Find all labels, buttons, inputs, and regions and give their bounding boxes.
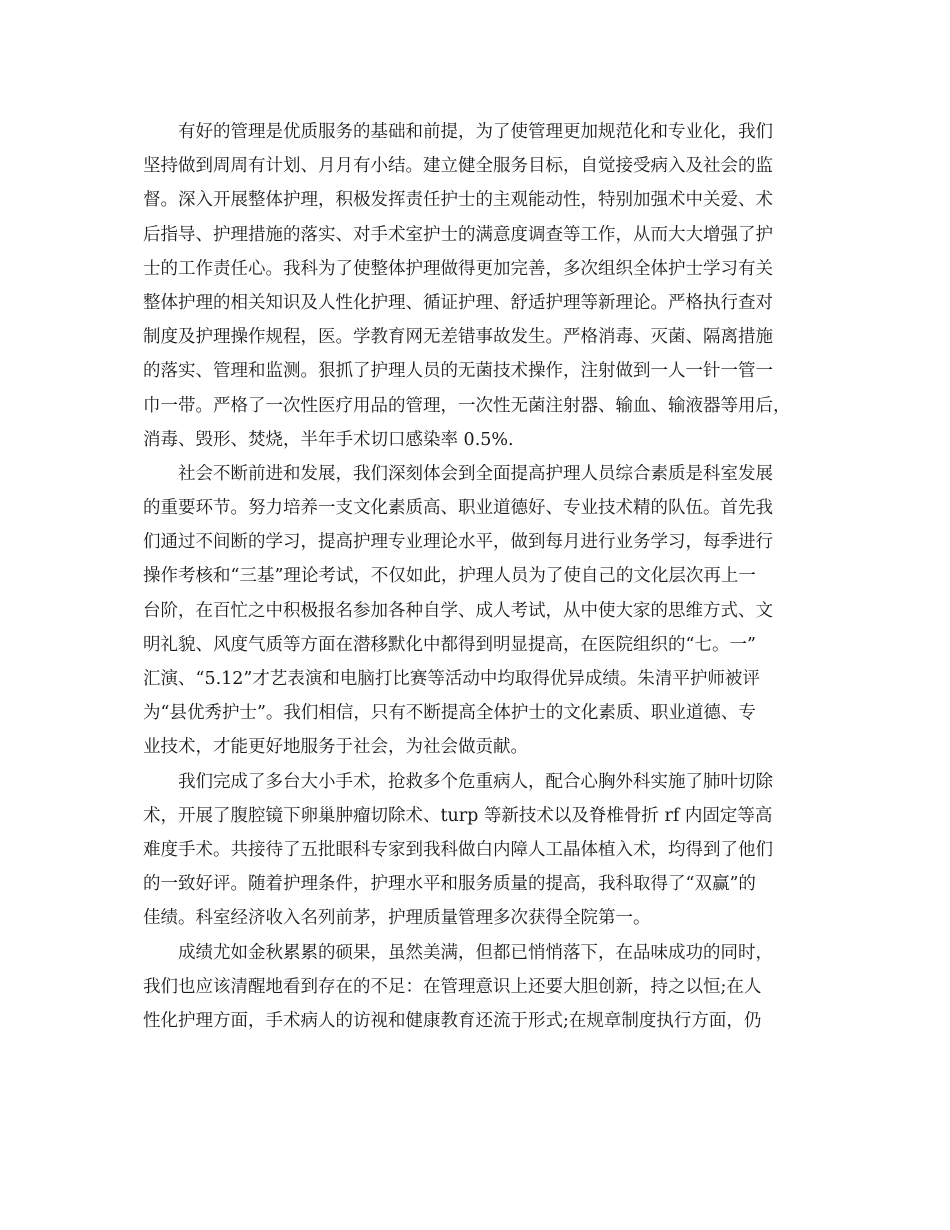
text-line: 明礼貌、风度气质等方面在潜移默化中都得到明显提高，在医院组织的“七。一” [143,634,756,655]
text-line: 后指导、护理措施的落实、对手术室护士的满意度调查等工作，从而大大增强了护 [143,224,773,245]
text-line: 成绩尤如金秋累累的硕果，虽然美满，但都已悄悄落下，在品味成功的同时， [178,942,773,963]
text-line: 制度及护理操作规程，医。学教育网无差错事故发生。严格消毒、灭菌、隔离措施 [143,327,773,348]
paragraph-management [143,115,823,457]
text-line: 消毒、毁形、焚烧，半年手术切口感染率 0.5%. [143,429,514,450]
text-line: 巾一带。严格了一次性医疗用品的管理，一次性无菌注射器、输血、输液器等用后， [143,395,791,416]
text-line: 业技术，才能更好地服务于社会，为社会做贡献。 [143,737,528,758]
text-line: 我们也应该清醒地看到存在的不足：在管理意识上还要大胆创新，持之以恒;在人 [143,976,762,997]
text-line: 操作考核和“三基”理论考试，不仅如此，护理人员为了使自己的文化层次再上一 [143,566,756,587]
paragraph-staff-quality [143,457,823,765]
text-line: 性化护理方面，手术病人的访视和健康教育还流于形式;在规章制度执行方面，仍 [143,1010,762,1031]
text-line: 难度手术。共接待了五批眼科专家到我科做白内障人工晶体植入术，均得到了他们 [143,839,773,860]
paragraph-shortcomings [143,936,823,1039]
text-line: 我们完成了多台大小手术，抢救多个危重病人，配合心胸外科实施了肺叶切除 [178,771,773,792]
text-line: 汇演、“5.12”才艺表演和电脑打比赛等活动中均取得优异成绩。朱清平护师被评 [143,669,760,689]
text-line: 督。深入开展整体护理，积极发挥责任护士的主观能动性，特别加强术中关爱、术 [143,190,773,211]
text-line: 整体护理的相关知识及人性化护理、循证护理、舒适护理等新理论。严格执行查对 [143,292,773,313]
text-line: 佳绩。科室经济收入名列前茅，护理质量管理多次获得全院第一。 [143,908,651,929]
text-line: 为“县优秀护士”。我们相信，只有不断提高全体护士的文化素质、职业道德、专 [143,703,756,724]
text-line: 的一致好评。随着护理条件，护理水平和服务质量的提高，我科取得了“双赢”的 [143,874,756,895]
text-line: 坚持做到周周有计划、月月有小结。建立健全服务目标，自觉接受病入及社会的监 [143,156,773,177]
text-line: 有好的管理是优质服务的基础和前提，为了使管理更加规范化和专业化，我们 [178,122,773,142]
text-line: 台阶，在百忙之中积极报名参加各种自学、成人考试，从中使大家的思维方式、文 [143,600,773,621]
text-line: 士的工作责任心。我科为了使整体护理做得更加完善，多次组织全体护士学习有关 [143,258,773,279]
document-body [143,115,823,1038]
text-line: 们通过不间断的学习，提高护理专业理论水平，做到每月进行业务学习，每季进行 [143,532,773,553]
paragraph-surgeries [143,765,823,936]
text-line: 的重要环节。努力培养一支文化素质高、职业道德好、专业技术精的队伍。首先我 [143,498,773,519]
text-line: 术，开展了腹腔镜下卵巢肿瘤切除术、turp 等新技术以及脊椎骨折 rf 内固定等高 [143,805,773,826]
text-line: 的落实、管理和监测。狠抓了护理人员的无菌技术操作，注射做到一人一针一管一 [143,361,773,382]
text-line: 社会不断前进和发展，我们深刻体会到全面提高护理人员综合素质是科室发展 [178,463,773,484]
